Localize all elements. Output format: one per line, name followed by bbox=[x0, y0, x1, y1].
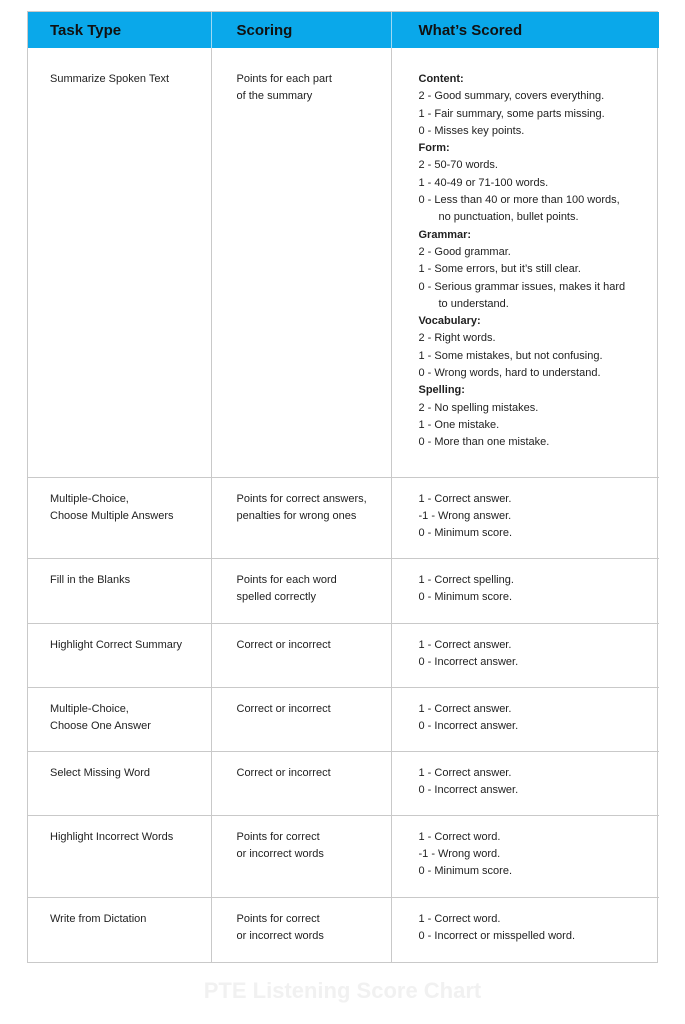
score-point-text: 1 - Fair summary, some parts missing. bbox=[418, 107, 605, 120]
table-row bbox=[28, 477, 659, 558]
score-point-text: to understand. bbox=[438, 297, 509, 310]
task-type-text: Choose One Answer bbox=[50, 719, 151, 732]
score-point-text: -1 - Wrong word. bbox=[418, 847, 501, 860]
scoring-text: of the summary bbox=[236, 90, 313, 103]
criterion-heading: Form: bbox=[418, 142, 450, 155]
scoring-cell bbox=[211, 48, 391, 477]
scoring-cell bbox=[211, 687, 391, 751]
scoring-text: Correct or incorrect bbox=[236, 766, 331, 779]
whats-scored-cell bbox=[391, 897, 659, 962]
scoring-text: penalties for wrong ones bbox=[236, 509, 357, 522]
scoring-text: Points for correct bbox=[236, 830, 320, 843]
score-point-text: 0 - Incorrect answer. bbox=[418, 655, 519, 668]
score-point-text: 0 - Incorrect answer. bbox=[418, 719, 519, 732]
table-row bbox=[28, 897, 659, 962]
whats-scored-cell bbox=[391, 623, 659, 687]
score-point-text: 0 - More than one mistake. bbox=[418, 436, 550, 449]
score-point-text: 0 - Minimum score. bbox=[418, 865, 513, 878]
table-row bbox=[28, 815, 659, 897]
score-point-text: 2 - Right words. bbox=[418, 332, 496, 345]
scoring-text: Correct or incorrect bbox=[236, 638, 331, 651]
task-type-cell bbox=[28, 815, 211, 897]
task-type-cell bbox=[28, 687, 211, 751]
scoring-cell bbox=[211, 558, 391, 623]
scoring-text: Points for each part bbox=[236, 73, 332, 85]
score-table bbox=[28, 12, 659, 962]
task-type-text: Choose Multiple Answers bbox=[50, 509, 174, 522]
task-type-cell bbox=[28, 477, 211, 558]
score-point-text: 2 - No spelling mistakes. bbox=[418, 401, 539, 414]
task-type-text: Select Missing Word bbox=[50, 766, 151, 779]
score-point-text: 1 - One mistake. bbox=[418, 418, 500, 431]
scoring-cell bbox=[211, 815, 391, 897]
score-point-text: 0 - Less than 40 or more than 100 words, bbox=[418, 194, 620, 207]
task-type-cell bbox=[28, 751, 211, 815]
score-point-text: 1 - Some mistakes, but not confusing. bbox=[418, 349, 603, 362]
task-type-text: Highlight Incorrect Words bbox=[50, 830, 174, 843]
score-point-text: 0 - Misses key points. bbox=[418, 124, 525, 137]
header-whats-scored: What’s Scored bbox=[391, 12, 659, 48]
table-body bbox=[28, 48, 659, 962]
score-point-text: 0 - Wrong words, hard to understand. bbox=[418, 367, 601, 380]
table-row bbox=[28, 48, 659, 477]
score-point-text: 1 - Correct answer. bbox=[418, 702, 512, 715]
whats-scored-cell bbox=[391, 687, 659, 751]
score-point-text: -1 - Wrong answer. bbox=[418, 509, 512, 522]
task-type-text: Write from Dictation bbox=[50, 912, 147, 925]
scoring-cell bbox=[211, 477, 391, 558]
header-scoring: Scoring bbox=[211, 12, 391, 48]
scoring-cell bbox=[211, 751, 391, 815]
score-point-text: 2 - 50-70 words. bbox=[418, 159, 498, 172]
task-type-cell bbox=[28, 623, 211, 687]
task-type-cell bbox=[28, 558, 211, 623]
task-type-text: Multiple-Choice, bbox=[50, 702, 129, 715]
scoring-text: Points for correct bbox=[236, 912, 320, 925]
scoring-cell bbox=[211, 897, 391, 962]
score-point-text: 1 - Some errors, but it’s still clear. bbox=[418, 263, 581, 276]
table-row bbox=[28, 623, 659, 687]
scoring-text: spelled correctly bbox=[236, 590, 316, 603]
scoring-text: or incorrect words bbox=[236, 847, 324, 860]
scoring-text: or incorrect words bbox=[236, 929, 324, 942]
score-point-text: 1 - Correct answer. bbox=[418, 766, 512, 779]
chart-caption: PTE Listening Score Chart bbox=[203, 978, 482, 1003]
whats-scored-cell bbox=[391, 815, 659, 897]
header-task-type: Task Type bbox=[28, 12, 211, 48]
score-point-text: 1 - Correct word. bbox=[418, 912, 501, 925]
whats-scored-cell bbox=[391, 477, 659, 558]
score-point-text: 1 - Correct answer. bbox=[418, 638, 512, 651]
criterion-heading: Grammar: bbox=[418, 228, 472, 241]
task-type-cell bbox=[28, 48, 211, 477]
scoring-text: Correct or incorrect bbox=[236, 702, 331, 715]
score-point-text: 2 - Good grammar. bbox=[418, 245, 511, 258]
task-type-cell bbox=[28, 897, 211, 962]
score-point-text: 0 - Incorrect or misspelled word. bbox=[418, 929, 575, 942]
criterion-heading: Content: bbox=[418, 73, 464, 85]
criterion-heading: Spelling: bbox=[418, 384, 465, 397]
task-type-text: Highlight Correct Summary bbox=[50, 638, 183, 651]
table-header-row bbox=[28, 12, 659, 48]
whats-scored-cell bbox=[391, 558, 659, 623]
score-point-text: 0 - Minimum score. bbox=[418, 527, 513, 540]
scoring-text: Points for correct answers, bbox=[236, 492, 367, 505]
score-point-text: 1 - Correct answer. bbox=[418, 492, 512, 505]
whats-scored-cell bbox=[391, 48, 659, 477]
score-point-text: no punctuation, bullet points. bbox=[438, 211, 579, 224]
table-row bbox=[28, 558, 659, 623]
scoring-cell bbox=[211, 623, 391, 687]
score-point-text: 0 - Serious grammar issues, makes it hard bbox=[418, 280, 626, 293]
score-point-text: 0 - Incorrect answer. bbox=[418, 783, 519, 796]
score-point-text: 1 - Correct word. bbox=[418, 830, 501, 843]
whats-scored-cell bbox=[391, 751, 659, 815]
table-row bbox=[28, 751, 659, 815]
scoring-text: Points for each word bbox=[236, 573, 337, 586]
score-point-text: 2 - Good summary, covers everything. bbox=[418, 90, 605, 103]
task-type-text: Multiple-Choice, bbox=[50, 492, 129, 505]
criterion-heading: Vocabulary: bbox=[418, 315, 481, 328]
score-table-container bbox=[27, 11, 658, 963]
task-type-text: Fill in the Blanks bbox=[50, 573, 131, 586]
score-point-text: 1 - Correct spelling. bbox=[418, 573, 514, 586]
score-point-text: 0 - Minimum score. bbox=[418, 590, 513, 603]
task-type-text: Summarize Spoken Text bbox=[50, 73, 170, 85]
score-point-text: 1 - 40-49 or 71-100 words. bbox=[418, 176, 549, 189]
table-row bbox=[28, 687, 659, 751]
